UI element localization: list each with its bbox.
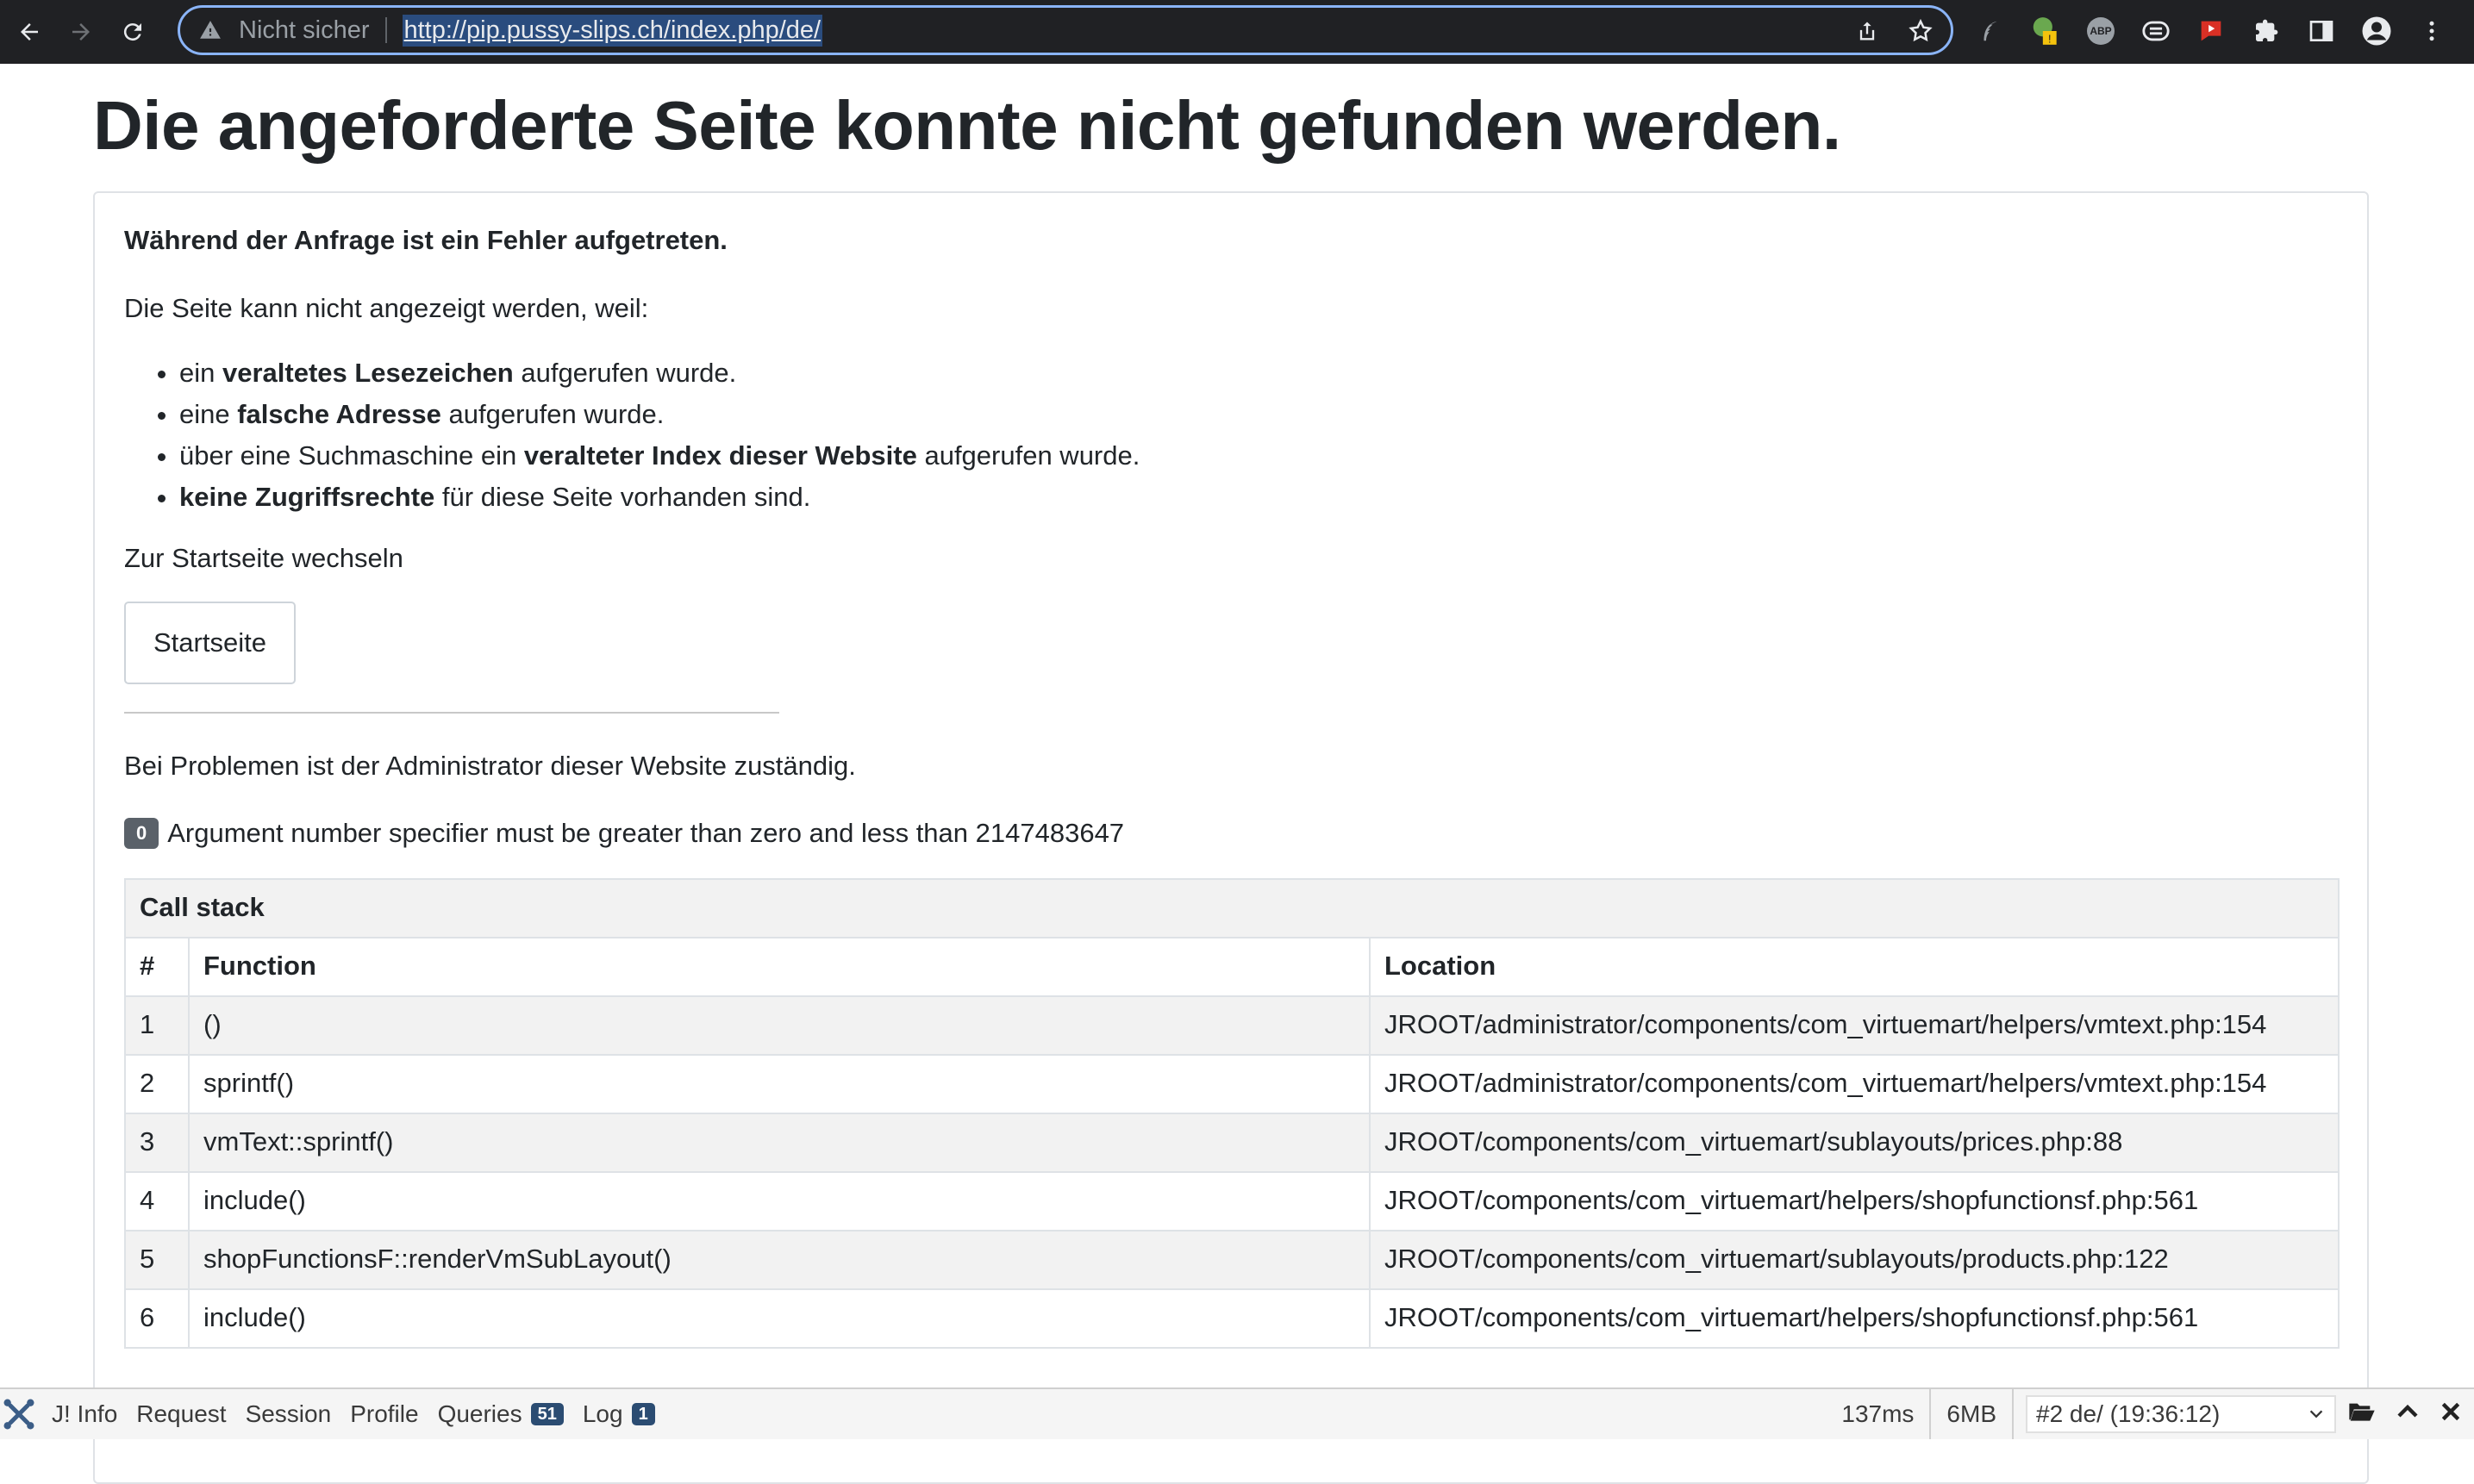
table-row: [125, 1113, 2339, 1172]
error-message-line: [124, 814, 2340, 854]
side-panel-icon[interactable]: [2305, 9, 2338, 53]
row-function: include(): [189, 1289, 1370, 1348]
error-card: [93, 191, 2369, 1484]
queries-count-badge: 51: [531, 1403, 564, 1425]
debug-tab-queries[interactable]: [438, 1400, 564, 1428]
chevron-down-icon: [2307, 1405, 2326, 1424]
debug-request-select-value: #2 de/ (19:36:12): [2036, 1400, 2221, 1427]
extension-red-icon[interactable]: [2195, 9, 2227, 53]
close-icon[interactable]: [2440, 1400, 2462, 1429]
row-num: 4: [125, 1172, 189, 1231]
extensions-puzzle-icon[interactable]: [2250, 9, 2283, 53]
row-function: vmText::sprintf(): [189, 1113, 1370, 1172]
row-num: 3: [125, 1113, 189, 1172]
row-function: shopFunctionsF::renderVmSubLayout(): [189, 1231, 1370, 1289]
menu-dots-icon[interactable]: [2415, 9, 2448, 53]
page-title: Die angeforderte Seite konnte nicht gefunden werden.: [93, 87, 1841, 164]
debug-time: 137ms: [1826, 1389, 1931, 1439]
error-message: Argument number specifier must be greater than zero and less than 2147483647: [167, 818, 1125, 848]
list-item: • keine Zugriffsrechte für diese Seite vorhanden sind.: [179, 477, 2340, 518]
omnibox-divider: [385, 17, 387, 43]
warning-icon: [199, 17, 225, 43]
row-location: JROOT/components/com_virtuemart/helpers/shopfunctionsf.php:561: [1370, 1172, 2339, 1231]
bookmark-star-icon[interactable]: [1906, 16, 1935, 46]
security-label[interactable]: Nicht sicher: [239, 16, 370, 44]
error-code-badge: 0: [124, 818, 159, 849]
debug-tab-queries-label: Queries: [437, 1400, 522, 1427]
call-stack-title: Call stack: [125, 879, 2339, 938]
row-num: 1: [125, 996, 189, 1055]
arrow-left-icon: [16, 19, 42, 45]
admin-note: Bei Problemen ist der Administrator dieser Website zuständig.: [124, 750, 856, 781]
debug-tab-request[interactable]: Request: [136, 1400, 227, 1427]
svg-text:!: !: [2047, 33, 2052, 46]
back-button[interactable]: [3, 6, 55, 58]
table-row: [125, 1172, 2339, 1231]
reasons-intro: Die Seite kann nicht angezeigt werden, weil:: [124, 292, 649, 323]
row-num: 2: [125, 1055, 189, 1113]
table-row: [125, 1289, 2339, 1348]
debug-tab-log[interactable]: [583, 1400, 655, 1428]
table-row: [125, 1055, 2339, 1113]
log-count-badge: 1: [632, 1403, 655, 1425]
page-content: [93, 64, 2369, 1333]
table-row: [125, 996, 2339, 1055]
row-location: JROOT/components/com_virtuemart/helpers/shopfunctionsf.php:561: [1370, 1289, 2339, 1348]
debug-tab-info[interactable]: J! Info: [52, 1400, 118, 1427]
reload-button[interactable]: [107, 6, 159, 58]
column-header-location: Location: [1370, 938, 2339, 996]
forward-button[interactable]: [55, 6, 107, 58]
list-item: • eine falsche Adresse aufgerufen wurde.: [179, 394, 2340, 435]
row-location: JROOT/administrator/components/com_virtuemart/helpers/vmtext.php:154: [1370, 1055, 2339, 1113]
divider: [124, 712, 779, 714]
home-button[interactable]: Startseite: [124, 602, 296, 684]
debug-tab-profile[interactable]: Profile: [350, 1400, 419, 1427]
row-location: JROOT/administrator/components/com_virtuemart/helpers/vmtext.php:154: [1370, 996, 2339, 1055]
list-item: • ein veraltetes Lesezeichen aufgerufen wurde.: [179, 352, 2340, 394]
home-intro: Zur Startseite wechseln: [124, 543, 403, 573]
arrow-right-icon: [68, 19, 94, 45]
row-num: 5: [125, 1231, 189, 1289]
address-bar[interactable]: [178, 5, 1953, 55]
row-function: sprintf(): [189, 1055, 1370, 1113]
url-text[interactable]: http://pip.pussy-slips.ch/index.php/de/: [403, 15, 823, 47]
list-item: • über eine Suchmaschine ein veralteter Index dieser Website aufgerufen wurde.: [179, 435, 2340, 477]
reasons-list: [124, 352, 2340, 518]
debug-tab-log-label: Log: [582, 1400, 623, 1427]
extension-ae-icon[interactable]: [2140, 9, 2172, 53]
table-row: [125, 1231, 2339, 1289]
browser-toolbar: [0, 0, 2474, 64]
call-stack-table: [124, 878, 2340, 1349]
folder-open-icon[interactable]: [2348, 1400, 2376, 1430]
row-location: JROOT/components/com_virtuemart/sublayouts/prices.php:88: [1370, 1113, 2339, 1172]
debug-request-select[interactable]: [2026, 1395, 2336, 1433]
debug-bar: [0, 1387, 2474, 1439]
row-function: (): [189, 996, 1370, 1055]
share-icon[interactable]: [1852, 16, 1882, 46]
debug-tab-session[interactable]: Session: [245, 1400, 332, 1427]
adblock-icon[interactable]: ABP: [2084, 9, 2117, 53]
column-header-num: #: [125, 938, 189, 996]
chevron-up-icon[interactable]: [2395, 1399, 2421, 1431]
error-intro: Während der Anfrage ist ein Fehler aufgetreten.: [124, 225, 728, 255]
extension-warning-icon[interactable]: [2029, 9, 2062, 53]
joomla-logo-icon[interactable]: [2, 1395, 40, 1433]
column-header-function: Function: [189, 938, 1370, 996]
reload-icon: [120, 19, 146, 45]
debug-memory: 6MB: [1931, 1389, 2014, 1439]
row-num: 6: [125, 1289, 189, 1348]
row-location: JROOT/components/com_virtuemart/sublayouts/products.php:122: [1370, 1231, 2339, 1289]
row-function: include(): [189, 1172, 1370, 1231]
profile-avatar-icon[interactable]: [2360, 9, 2393, 53]
extension-feather-icon[interactable]: [1974, 9, 2007, 53]
